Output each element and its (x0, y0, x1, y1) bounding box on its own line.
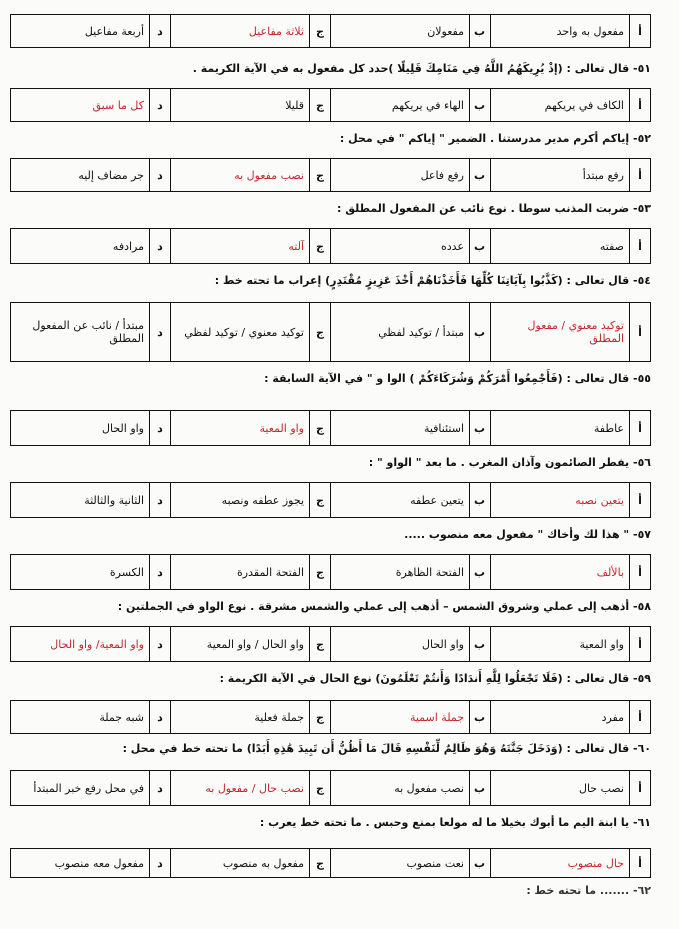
option-text-correct[interactable]: واو المعية (171, 411, 310, 446)
option-text-correct[interactable]: بالألف (491, 555, 630, 590)
options-table (10, 626, 651, 662)
option-letter: ج (310, 771, 331, 806)
option-letter: ب (470, 15, 491, 48)
option-text[interactable]: نصب حال (491, 771, 630, 806)
option-letter: د (150, 411, 171, 446)
option-letter: ب (470, 303, 491, 362)
option-letter: د (150, 229, 171, 264)
option-text[interactable]: شبه جملة (11, 701, 150, 734)
options-table (10, 158, 651, 192)
option-text[interactable]: في محل رفع خبر المبتدأ (11, 771, 150, 806)
option-letter: أ (630, 159, 651, 192)
option-letter: ج (310, 411, 331, 446)
option-letter: ج (310, 15, 331, 48)
option-letter: أ (630, 303, 651, 362)
option-text[interactable]: مفعول به منصوب (171, 849, 310, 878)
option-text-correct[interactable]: يتعين نصبه (491, 483, 630, 518)
option-text[interactable]: مبتدأ / نائب عن المفعول المطلق (11, 303, 150, 362)
option-letter: د (150, 555, 171, 590)
option-text[interactable]: الكسرة (11, 555, 150, 590)
option-text[interactable]: نعت منصوب (331, 849, 470, 878)
option-text[interactable]: أربعة مفاعيل (11, 15, 150, 48)
option-text[interactable]: استئنافية (331, 411, 470, 446)
option-text-correct[interactable]: جملة اسمية (331, 701, 470, 734)
option-text[interactable]: جر مضاف إليه (11, 159, 150, 192)
option-letter: د (150, 771, 171, 806)
option-letter: أ (630, 15, 651, 48)
options-table (10, 554, 651, 590)
option-text[interactable]: واو الحال (11, 411, 150, 446)
option-letter: أ (630, 229, 651, 264)
option-text[interactable]: الفتحة المقدرة (171, 555, 310, 590)
option-text[interactable]: مفرد (491, 701, 630, 734)
option-text-correct[interactable]: آلته (171, 229, 310, 264)
option-letter: د (150, 627, 171, 662)
question-text: ٥١- قال تعالى : (إذْ يُرِيكَهُمُ اللَّهُ فِي مَنَامِكَ قَلِيلًا )حدد كل مفعول به في الآية الكريمة . (192, 62, 651, 75)
option-letter: د (150, 15, 171, 48)
options-table (10, 482, 651, 518)
option-letter: ب (470, 627, 491, 662)
option-letter: ب (470, 555, 491, 590)
question-text: ٥٤- قال تعالى : (كَذَّبُوا بِآيَاتِنَا كُلِّهَا فَأَخَذْنَاهُمْ أَخْذَ عَزِيزٍ مُقْتَدِرٍ) إعراب ما تحته خط : (214, 274, 651, 287)
option-letter: أ (630, 483, 651, 518)
question-text: ٥٦- يفطر الصائمون وآذان المغرب . ما بعد " الواو " : (368, 456, 651, 469)
option-letter: أ (630, 701, 651, 734)
option-text[interactable]: واو الحال (331, 627, 470, 662)
option-letter: ج (310, 849, 331, 878)
option-text[interactable]: توكيد معنوي / توكيد لفظي (171, 303, 310, 362)
option-letter: ج (310, 229, 331, 264)
option-letter: ج (310, 483, 331, 518)
option-letter: ب (470, 159, 491, 192)
option-letter: ب (470, 229, 491, 264)
option-letter: ب (470, 701, 491, 734)
option-text[interactable]: مرادفه (11, 229, 150, 264)
option-letter: أ (630, 627, 651, 662)
option-text[interactable]: جملة فعلية (171, 701, 310, 734)
option-letter: ج (310, 159, 331, 192)
option-text[interactable]: الفتحة الظاهرة (331, 555, 470, 590)
option-letter: د (150, 483, 171, 518)
option-letter: ج (310, 89, 331, 122)
options-table (10, 700, 651, 734)
option-letter: د (150, 89, 171, 122)
option-text-correct[interactable]: نصب حال / مفعول به (171, 771, 310, 806)
option-letter: د (150, 303, 171, 362)
option-text[interactable]: واو المعية (491, 627, 630, 662)
option-letter: أ (630, 411, 651, 446)
option-text[interactable]: مفعول به واحد (491, 15, 630, 48)
question-text: ٥٧- " هذا لك وأخاك " مفعول معه منصوب ..... (404, 528, 651, 541)
option-letter: ج (310, 701, 331, 734)
option-text-correct[interactable]: حال منصوب (491, 849, 630, 878)
option-text[interactable]: مفعولان (331, 15, 470, 48)
option-text-correct[interactable]: كل ما سبق (11, 89, 150, 122)
option-text[interactable]: قليلا (171, 89, 310, 122)
question-text: ٥٢- إياكم أكرم مدير مدرستنا . الضمير " إياكم " في محل : (339, 132, 651, 145)
options-table (10, 88, 651, 122)
option-text[interactable]: صفته (491, 229, 630, 264)
option-letter: أ (630, 555, 651, 590)
option-text[interactable]: واو الحال / واو المعية (171, 627, 310, 662)
option-letter: ب (470, 483, 491, 518)
options-table (10, 848, 651, 878)
option-text-correct[interactable]: ثلاثة مفاعيل (171, 15, 310, 48)
question-text-cut: ٦٢- ....... ما تحته خط : (526, 884, 651, 897)
option-letter: ب (470, 411, 491, 446)
option-text-correct[interactable]: توكيد معنوي / مفعول المطلق (491, 303, 630, 362)
option-text[interactable]: عدده (331, 229, 470, 264)
question-text: ٥٥- قال تعالى : (فَأَجْمِعُوا أَمْرَكُمْ وَشُرَكَاءَكُمْ ) الوا و " في الآية السابقة : (264, 372, 651, 385)
option-letter: ج (310, 627, 331, 662)
option-letter: ج (310, 555, 331, 590)
option-letter: أ (630, 849, 651, 878)
option-text[interactable]: مفعول معه منصوب (11, 849, 150, 878)
option-letter: أ (630, 771, 651, 806)
option-text-correct[interactable]: واو المعية/ واو الحال (11, 627, 150, 662)
options-table (10, 228, 651, 264)
option-letter: د (150, 159, 171, 192)
option-text[interactable]: مبتدأ / توكيد لفظي (331, 303, 470, 362)
option-text[interactable]: يتعين عطفه (331, 483, 470, 518)
option-letter: د (150, 701, 171, 734)
option-text[interactable]: يجوز عطفه ونصبه (171, 483, 310, 518)
option-text[interactable]: رفع مبتدأ (491, 159, 630, 192)
option-letter: ج (310, 303, 331, 362)
option-text[interactable]: نصب مفعول به (331, 771, 470, 806)
option-text[interactable]: الكاف في يريكهم (491, 89, 630, 122)
option-text-correct[interactable]: نصب مفعول به (171, 159, 310, 192)
question-text: ٥٣- ضربت المذنب سوطا . نوع نائب عن المفعول المطلق : (337, 202, 651, 215)
option-letter: ب (470, 849, 491, 878)
options-table (10, 302, 651, 362)
option-text[interactable]: الثانية والثالثة (11, 483, 150, 518)
option-letter: د (150, 849, 171, 878)
options-table (10, 770, 651, 806)
option-letter: ب (470, 771, 491, 806)
option-letter: أ (630, 89, 651, 122)
question-text: ٦١- يا ابنة اليم ما أبوك بخيلا ما له مولعا بمنع وحبس . ما تحته خط يعرب : (259, 816, 651, 829)
option-letter: ب (470, 89, 491, 122)
question-text: ٥٩- قال تعالى : (فَلَا تَجْعَلُوا لِلَّهِ أَندَادًا وَأَنتُمْ تَعْلَمُونَ) نوع الحال في الآية الكريمة : (219, 672, 651, 685)
question-text: ٥٨- أذهب إلى عملي وشروق الشمس – أذهب إلى عملي والشمس مشرقة . نوع الواو في الجملتين : (117, 600, 651, 613)
option-text[interactable]: عاطفة (491, 411, 630, 446)
option-text[interactable]: رفع فاعل (331, 159, 470, 192)
options-table (10, 410, 651, 446)
option-text[interactable]: الهاء في يريكهم (331, 89, 470, 122)
options-table (10, 14, 651, 48)
question-text: ٦٠- قال تعالى : (وَدَخَلَ جَنَّتَهُ وَهُوَ ظَالِمٌ لِّنَفْسِهِ قَالَ مَا أَظُنُّ أَن تَبِيدَ هَٰذِهِ أَبَدًا) ما تحته خط في محل : (122, 742, 651, 755)
